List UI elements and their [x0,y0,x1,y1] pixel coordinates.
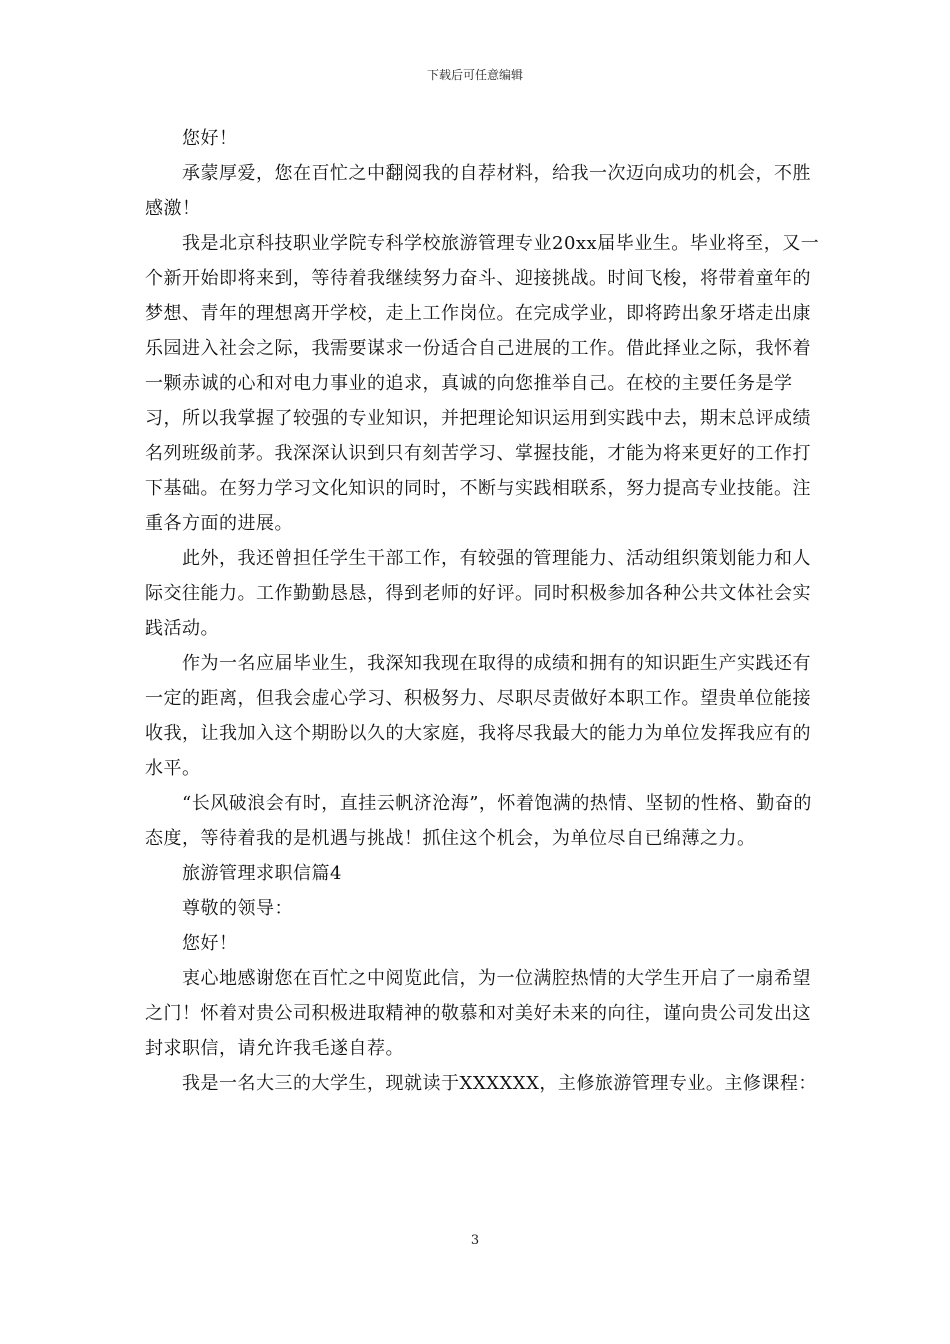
paragraph: “长风破浪会有时，直挂云帆济沧海”，怀着饱满的热情、坚韧的性格、勤奋的态度，等待着我的是机遇与挑战！抓住这个机会，为单位尽自已绵薄之力。 [145,793,812,849]
paragraph: 承蒙厚爱，您在百忙之中翻阅我的自荐材料，给我一次迈向成功的机会，不胜感激！ [145,163,811,219]
paragraph: 我是一名大三的大学生，现就读于XXXXXX，主修旅游管理专业。主修课程： [182,1073,817,1094]
letter-body [145,121,820,1101]
section-title: 旅游管理求职信篇4 [182,863,342,884]
paragraph: 我是北京科技职业学院专科学校旅游管理专业20xx届毕业生。毕业将至，又一个新开始即将来到，等待着我继续努力奋斗、迎接挑战。时间飞梭，将带着童年的梦想、青年的理想离开学校，走上工作岗位。在完成学业，即将跨出象牙塔走出康乐园进入社会之际，我需要谋求一份适合自己进展的工作。借此择业之际，我怀着一颗赤诚的心和对电力事业的追求，真诚的向您推举自己。在校的主要任务是学习，所以我掌握了较强的专业知识，并把理论知识运用到实践中去，期末总评成绩名列班级前茅。我深深认识到只有刻苦学习、掌握技能，才能为将来更好的工作打下基础。在努力学习文化知识的同时，不断与实践相联系，努力提高专业技能。注重各方面的进展。 [145,233,820,534]
page-header: 下载后可任意编辑 [426,68,523,82]
paragraph: 作为一名应届毕业生，我深知我现在取得的成绩和拥有的知识距生产实践还有一定的距离，但我会虚心学习、积极努力、尽职尽责做好本职工作。望贵单位能接收我，让我加入这个期盼以久的大家庭，我将尽我最大的能力为单位发挥我应有的水平。 [145,653,811,779]
page-number: 3 [470,1233,480,1248]
greeting: 您好！ [182,933,238,954]
paragraph: 此外，我还曾担任学生干部工作，有较强的管理能力、活动组织策划能力和人际交往能力。工作勤勤恳恳，得到老师的好评。同时积极参加各种公共文体社会实践活动。 [145,548,811,639]
salutation: 尊敬的领导： [182,898,293,919]
paragraph: 衷心地感谢您在百忙之中阅览此信，为一位满腔热情的大学生开启了一扇希望之门！怀着对贵公司积极进取精神的敬慕和对美好未来的向往，谨向贵公司发出这封求职信，请允许我毛遂自荐。 [145,968,811,1059]
paragraph: 您好！ [182,128,238,149]
